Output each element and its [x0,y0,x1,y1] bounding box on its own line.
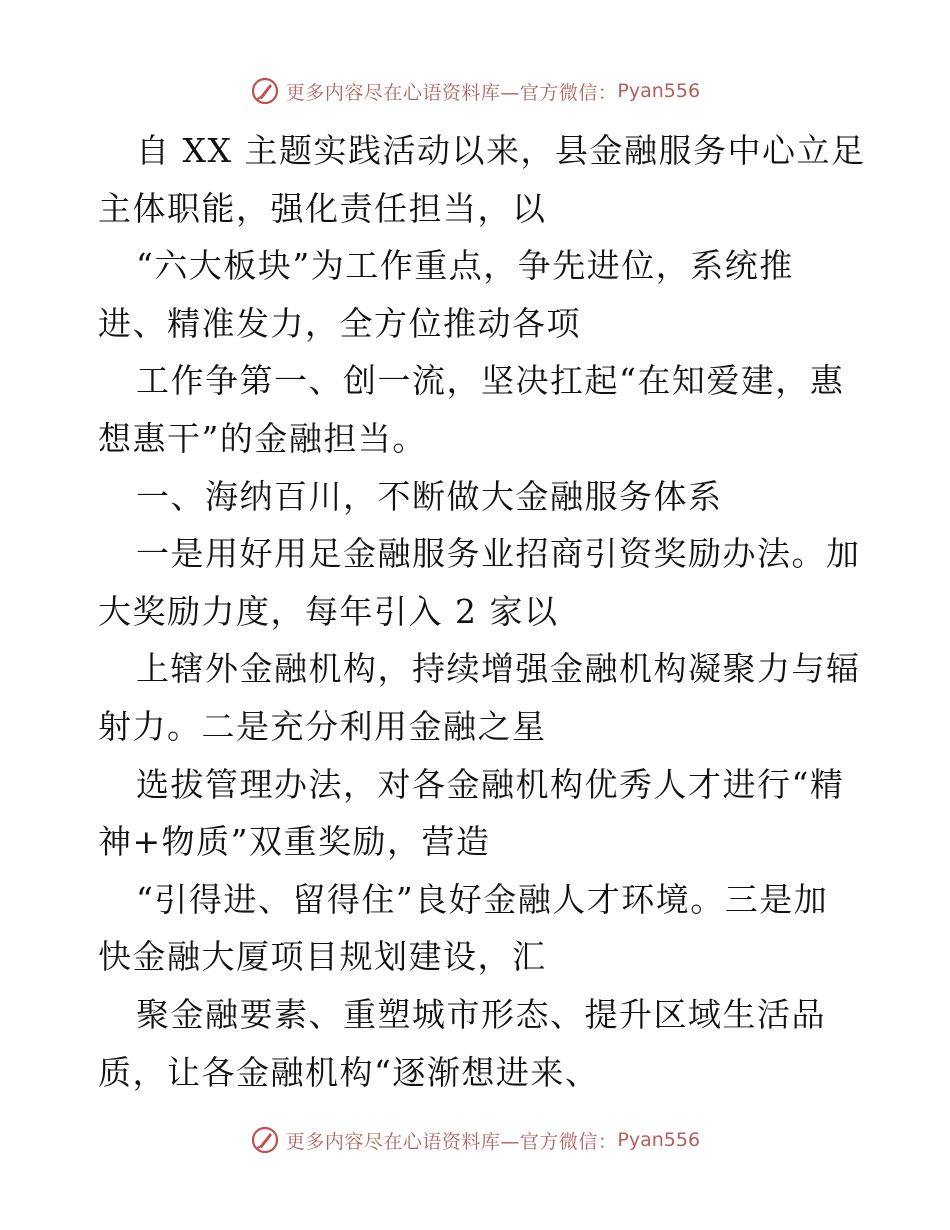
text-line: 聚金融要素、重塑城市形态、提升区域生活品 [136,994,826,1034]
watermark-text: 更多内容尽在心语资料库—官方微信： [285,1130,618,1153]
header-watermark [0,71,950,111]
text-line: 主体职能，强化责任担当，以 [98,188,547,228]
feather-pen-seal-icon [250,1125,280,1155]
feather-pen-seal-icon [250,76,280,106]
text-line: 快金融大厦项目规划建设，汇 [98,937,547,977]
text-line: 工作争第一、创一流，坚决扛起“在知爱建，惠 [136,361,845,401]
text-line: 选拔管理办法，对各金融机构优秀人才进行“精 [136,764,845,804]
watermark-text: 更多内容尽在心语资料库—官方微信： [285,81,618,104]
text-line: 神+物质”双重奖励，营造 [98,822,491,862]
text-line: 一是用好用足金融服务业招商引资奖励办法。加 [136,534,861,574]
footer-watermark [0,1120,950,1160]
watermark-contact: Pyan556 [617,1129,701,1151]
text-line: 想惠干”的金融担当。 [98,418,427,458]
text-line: 进、精准发力，全方位推动各项 [98,303,581,343]
text-line: “六大板块”为工作重点，争先进位，系统推 [136,246,794,286]
text-line: “引得进、留得住”良好金融人才环境。三是加 [136,879,829,919]
watermark-contact: Pyan556 [617,80,701,102]
text-line: 自 XX 主题实践活动以来，县金融服务中心立足 [136,131,866,170]
text-line: 质，让各金融机构“逐渐想进来、 [98,1052,600,1092]
section-heading: 一、海纳百川，不断做大金融服务体系 [136,476,723,516]
text-line: 上辖外金融机构，持续增强金融机构凝聚力与辐 [136,649,861,689]
document-body [98,122,866,1101]
text-line: 射力。二是充分利用金融之星 [98,706,547,746]
text-line: 大奖励力度，每年引入 2 家以 [98,591,559,631]
